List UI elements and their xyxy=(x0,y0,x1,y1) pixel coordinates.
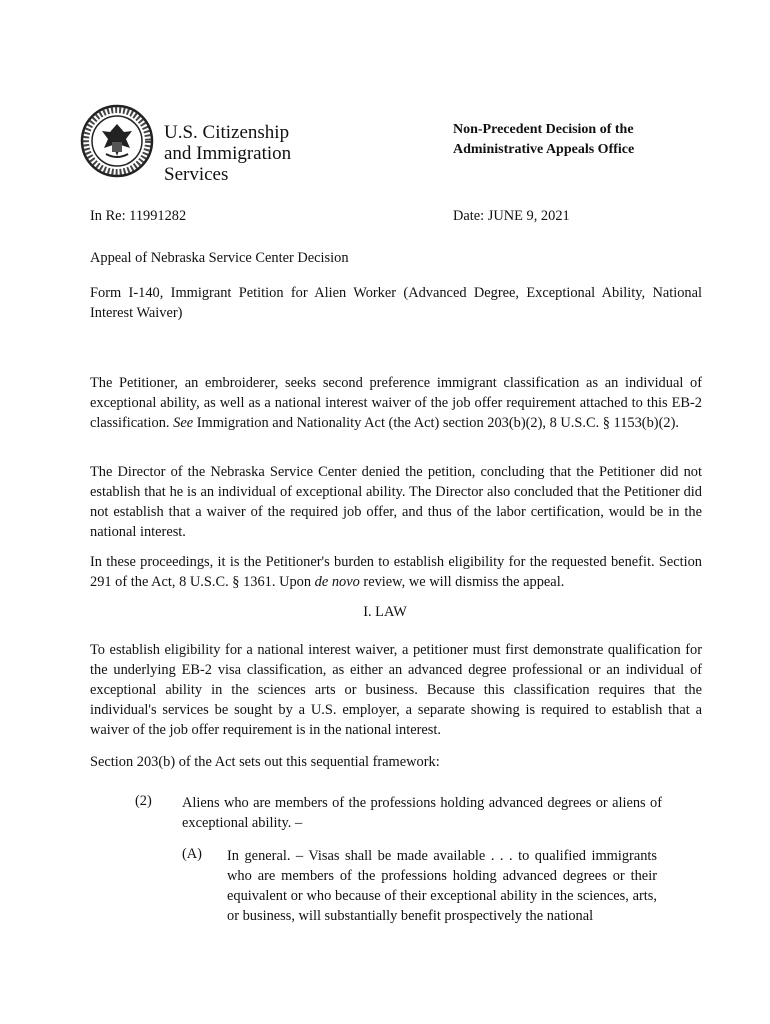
decision-line-1: Non-Precedent Decision of the xyxy=(453,122,634,137)
paragraph-1-text-b: Immigration and Nationality Act (the Act) section 203(b)(2), 8 U.S.C. § 1153(b)(2). xyxy=(193,415,679,431)
paragraph-1 xyxy=(90,373,702,433)
agency-name xyxy=(164,122,291,185)
decision-line-2: Administrative Appeals Office xyxy=(453,142,635,157)
appeal-line: Appeal of Nebraska Service Center Decision xyxy=(90,250,349,266)
law-heading: I. LAW xyxy=(363,604,407,620)
paragraph-5: Section 203(b) of the Act sets out this sequential framework: xyxy=(90,754,440,770)
form-line: Form I-140, Immigrant Petition for Alien Worker (Advanced Degree, Exceptional Ability, National Interest Waiver) xyxy=(90,285,702,321)
paragraph-1-see: See xyxy=(173,415,194,431)
agency-line-2: and Immigration xyxy=(164,143,292,164)
agency-line-1: U.S. Citizenship xyxy=(164,122,290,143)
in-re: In Re: 11991282 xyxy=(90,208,187,224)
paragraph-4: To establish eligibility for a national interest waiver, a petitioner must first demonstrate qualification for the underlying EB-2 visa classification, as either an advanced degree professional or an individual of exceptional ability in the sciences arts or business. Because this classification requires that the individual's services be sought by a U.S. employer, a separate showing is required to establish that a waiver of the job offer requirement is in the national interest. xyxy=(90,642,702,738)
paragraph-2: The Director of the Nebraska Service Center denied the petition, concluding that the Petitioner did not establish that he is an individual of exceptional ability. The Director also concluded that the Petitioner did not establish that a waiver of the required job offer, and thus of the labor certification, would be in the national interest. xyxy=(90,464,702,540)
decision-date: Date: JUNE 9, 2021 xyxy=(453,208,570,224)
item-a-number: (A) xyxy=(182,846,202,862)
item-2-number: (2) xyxy=(135,793,152,809)
agency-line-3: Services xyxy=(164,164,229,185)
decision-type xyxy=(453,120,634,160)
dhs-seal-icon xyxy=(80,104,154,178)
paragraph-3-de-novo: de novo xyxy=(314,574,360,590)
item-2-text: Aliens who are members of the professions holding advanced degrees or aliens of exceptional ability. – xyxy=(182,795,662,831)
paragraph-3 xyxy=(90,552,702,592)
item-a-text: In general. – Visas shall be made available . . . to qualified immigrants who are members of the professions holding advanced degrees or their equivalent or who because of their exceptional ability in the sciences, arts, or business, will substantially benefit prospectively the national xyxy=(227,848,657,924)
paragraph-3-text-a: In these proceedings, it is the Petitioner's burden to establish eligibility for the requested benefit. Section 291 of the Act, 8 U.S.C. § 1361. Upon xyxy=(90,554,702,590)
paragraph-1-text-a: The Petitioner, an embroiderer, seeks second preference immigrant classification as an individual of exceptional ability, as well as a national interest waiver of the job offer requirement attached to this EB-2 classification. xyxy=(90,375,702,431)
paragraph-3-text-b: review, we will dismiss the appeal. xyxy=(359,574,565,590)
